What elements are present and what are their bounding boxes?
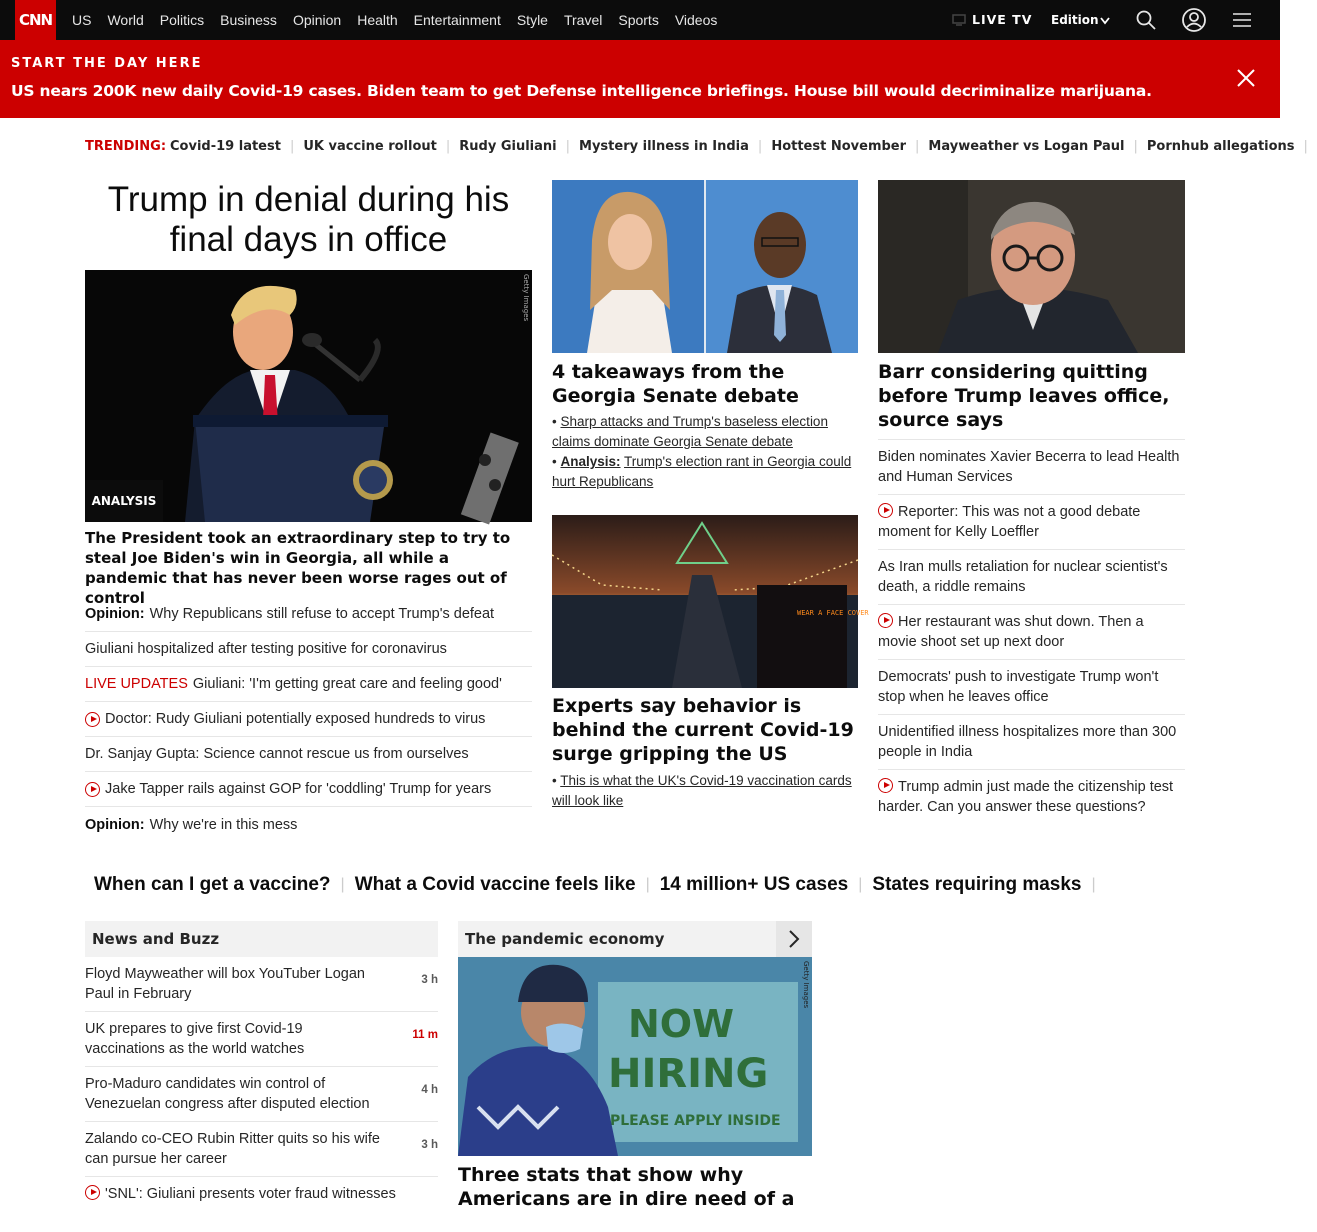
- divider: |: [858, 876, 863, 893]
- trending-item[interactable]: UK vaccine rollout: [303, 139, 437, 154]
- chevron-right-icon: [787, 929, 801, 949]
- sign-text: NOW: [628, 1002, 735, 1046]
- georgia-debate-image[interactable]: [552, 180, 858, 353]
- edition-selector[interactable]: Edition: [1051, 13, 1099, 27]
- candidates-photo: [552, 180, 858, 353]
- divider: |: [340, 876, 345, 893]
- nav-link-opinion[interactable]: Opinion: [292, 12, 342, 28]
- play-icon: [85, 712, 100, 727]
- opinion-label: Opinion:: [85, 606, 145, 622]
- photo-credit: Getty Images: [802, 961, 810, 1009]
- trending-item[interactable]: Rudy Giuliani: [459, 139, 557, 154]
- analysis-badge: ANALYSIS: [85, 480, 163, 522]
- list-item[interactable]: [85, 807, 532, 842]
- trending-item[interactable]: Mystery illness in India: [579, 139, 749, 154]
- trending-label: TRENDING:: [85, 139, 167, 154]
- list-item[interactable]: [878, 440, 1185, 495]
- timestamp: 4 h: [421, 1084, 438, 1096]
- live-tv-link[interactable]: LIVE TV: [972, 12, 1033, 27]
- covid-surge-headline[interactable]: Experts say behavior is behind the current Covid-19 surge gripping the US: [552, 695, 854, 765]
- nav-link-business[interactable]: Business: [220, 12, 277, 28]
- divider: |: [445, 139, 451, 154]
- list-item[interactable]: [85, 1012, 438, 1067]
- top-stories-list: [878, 439, 1185, 825]
- opinion-label: Opinion:: [85, 816, 145, 833]
- nav-link-sports[interactable]: Sports: [618, 12, 659, 28]
- list-item-text: Doctor: Rudy Giuliani potentially exposed hundreds to virus: [105, 711, 486, 727]
- bullet-text: Sharp attacks and Trump's baseless election claims dominate Georgia Senate debate: [552, 414, 828, 449]
- barr-headline[interactable]: Barr considering quitting before Trump leaves office, source says: [878, 361, 1170, 431]
- nav-links: [72, 0, 733, 40]
- list-item-text: Democrats' push to investigate Trump won't stop when he leaves office: [878, 669, 1159, 705]
- vaccine-link[interactable]: When can I get a vaccine?: [94, 874, 331, 895]
- vaccine-links-bar: [94, 874, 1106, 896]
- start-the-day-banner[interactable]: [0, 40, 1280, 118]
- hero-subheadline[interactable]: The President took an extraordinary step to try to steal Joe Biden's win in Georgia, all while a pandemic that has never been worse rages out of control: [85, 529, 511, 607]
- list-item[interactable]: [85, 667, 532, 702]
- nav-link-style[interactable]: Style: [516, 12, 548, 28]
- related-bullet[interactable]: • Sharp attacks and Trump's baseless election claims dominate Georgia Senate debate: [552, 414, 828, 449]
- list-item[interactable]: [85, 772, 532, 807]
- play-icon: [878, 503, 893, 518]
- now-hiring-image[interactable]: [458, 957, 812, 1156]
- pier-image[interactable]: [552, 515, 869, 688]
- chevron-down-icon[interactable]: [1099, 14, 1111, 28]
- list-item-text: Giuliani hospitalized after testing positive for coronavirus: [85, 641, 447, 657]
- bullet-text: This is what the UK's Covid-19 vaccination cards will look like: [552, 773, 852, 808]
- sign-text: PLEASE APPLY INSIDE: [610, 1113, 781, 1129]
- divider: |: [645, 876, 650, 893]
- related-bullet[interactable]: • This is what the UK's Covid-19 vaccination cards will look like: [552, 773, 852, 808]
- nav-link-videos[interactable]: Videos: [674, 12, 718, 28]
- carousel-next-button[interactable]: [776, 921, 812, 957]
- divider: |: [289, 139, 295, 154]
- banner-headline[interactable]: US nears 200K new daily Covid-19 cases. Biden team to get Defense intelligence briefings. House bill would decriminalize marijuana.: [11, 82, 1152, 100]
- divider: |: [1133, 139, 1138, 154]
- hero-related-list: [85, 597, 532, 842]
- trending-bar: [85, 139, 1317, 154]
- pandemic-economy-headline[interactable]: Three stats that show why Americans are in dire need of a: [458, 1164, 795, 1210]
- photo-credit: Getty Images: [522, 274, 530, 322]
- list-item[interactable]: [878, 715, 1185, 770]
- nav-link-us[interactable]: US: [72, 12, 92, 28]
- nav-link-world[interactable]: World: [107, 12, 144, 28]
- barr-image[interactable]: [878, 180, 1185, 353]
- list-item[interactable]: [85, 597, 532, 632]
- divider: |: [915, 139, 920, 154]
- play-icon: [878, 778, 893, 793]
- analysis-label: Analysis:: [560, 454, 621, 469]
- list-item[interactable]: [85, 632, 532, 667]
- nav-link-health[interactable]: Health: [357, 12, 398, 28]
- cnn-logo[interactable]: CNN: [15, 0, 56, 40]
- pier-night-photo: [552, 515, 869, 688]
- list-item-text: Giuliani: 'I'm getting great care and feeling good': [192, 676, 502, 692]
- list-item[interactable]: [85, 957, 438, 1012]
- timestamp: 11 m: [412, 1029, 438, 1041]
- pandemic-economy-title: The pandemic economy: [458, 921, 812, 957]
- list-item[interactable]: [878, 605, 1185, 660]
- top-nav: [0, 0, 1280, 40]
- list-item[interactable]: [878, 550, 1185, 605]
- divider: |: [757, 139, 763, 154]
- list-item-text: Pro-Maduro candidates win control of Venezuelan congress after disputed election: [85, 1076, 370, 1112]
- list-item[interactable]: [85, 1177, 438, 1232]
- vaccine-link[interactable]: What a Covid vaccine feels like: [354, 874, 636, 895]
- list-item-text: 'SNL': Giuliani presents voter fraud witnesses: [105, 1186, 396, 1202]
- list-item-text: Zalando co-CEO Rubin Ritter quits so his wife can pursue her career: [85, 1131, 380, 1167]
- close-icon[interactable]: [1236, 68, 1256, 88]
- news-and-buzz-title: News and Buzz: [85, 921, 438, 957]
- list-item[interactable]: [878, 770, 1185, 825]
- divider: |: [565, 139, 571, 154]
- timestamp: 3 h: [421, 974, 438, 986]
- list-item-text: Floyd Mayweather will box YouTuber Logan Paul in February: [85, 966, 365, 1002]
- list-item-text: Dr. Sanjay Gupta: Science cannot rescue us from ourselves: [85, 746, 469, 762]
- bullet-text: Trump's election rant in Georgia could hurt Republicans: [552, 454, 852, 489]
- list-item-text: Trump admin just made the citizenship test harder. Can you answer these questions?: [878, 779, 1174, 815]
- nav-link-travel[interactable]: Travel: [563, 12, 603, 28]
- list-item[interactable]: [85, 702, 532, 737]
- sign-text: HIRING: [608, 1051, 769, 1097]
- play-icon: [878, 613, 893, 628]
- list-item[interactable]: [878, 660, 1185, 715]
- list-item-text: Unidentified illness hospitalizes more than 300 people in India: [878, 724, 1177, 760]
- list-item-text: Reporter: This was not a good debate moment for Kelly Loeffler: [878, 504, 1141, 540]
- trending-item[interactable]: Hottest November: [771, 139, 907, 154]
- now-hiring-photo: [458, 957, 812, 1156]
- nav-link-politics[interactable]: Politics: [159, 12, 205, 28]
- list-item[interactable]: [85, 1067, 438, 1122]
- trending-item[interactable]: Pornhub allegations: [1146, 139, 1295, 154]
- divider: |: [1303, 139, 1308, 154]
- list-item-text: Her restaurant was shut down. Then a movie shoot set up next door: [878, 614, 1144, 650]
- timestamp: 3 h: [421, 1139, 438, 1151]
- menu-icon[interactable]: [1230, 8, 1254, 32]
- divider: |: [1091, 876, 1096, 893]
- nav-link-entertainment[interactable]: Entertainment: [413, 12, 501, 28]
- list-item-text: Why Republicans still refuse to accept Trump's defeat: [149, 606, 495, 622]
- barr-photo: [878, 180, 1185, 353]
- live-tv-icon: [952, 14, 966, 26]
- vaccine-link[interactable]: 14 million+ US cases: [659, 874, 849, 895]
- list-item-text: Why we're in this mess: [149, 816, 298, 833]
- trending-item[interactable]: Mayweather vs Logan Paul: [928, 139, 1125, 154]
- list-item-text: UK prepares to give first Covid-19 vaccinations as the world watches: [85, 1021, 305, 1057]
- news-and-buzz-list: [85, 957, 438, 1232]
- banner-kicker: START THE DAY HERE: [11, 56, 203, 71]
- related-bullet[interactable]: • Analysis: Trump's election rant in Georgia could hurt Republicans: [552, 454, 852, 489]
- play-icon: [85, 782, 100, 797]
- vaccine-link[interactable]: States requiring masks: [872, 874, 1082, 895]
- georgia-debate-headline[interactable]: 4 takeaways from the Georgia Senate debate: [552, 361, 799, 407]
- live-updates-label: LIVE UPDATES: [85, 676, 188, 692]
- list-item[interactable]: [878, 495, 1185, 550]
- list-item-text: Jake Tapper rails against GOP for 'coddling' Trump for years: [105, 781, 492, 797]
- account-icon[interactable]: [1181, 7, 1207, 33]
- sign-text: WEAR A FACE COVER: [797, 609, 869, 617]
- list-item-text: As Iran mulls retaliation for nuclear scientist's death, a riddle remains: [878, 559, 1168, 595]
- search-icon[interactable]: [1134, 8, 1158, 32]
- list-item[interactable]: [85, 1122, 438, 1177]
- hero-headline[interactable]: Trump in denial during his final days in office: [107, 180, 510, 259]
- play-icon: [85, 1185, 100, 1200]
- trending-item[interactable]: Covid-19 latest: [170, 139, 281, 154]
- list-item-text: Biden nominates Xavier Becerra to lead Health and Human Services: [878, 449, 1180, 485]
- list-item[interactable]: [85, 737, 532, 772]
